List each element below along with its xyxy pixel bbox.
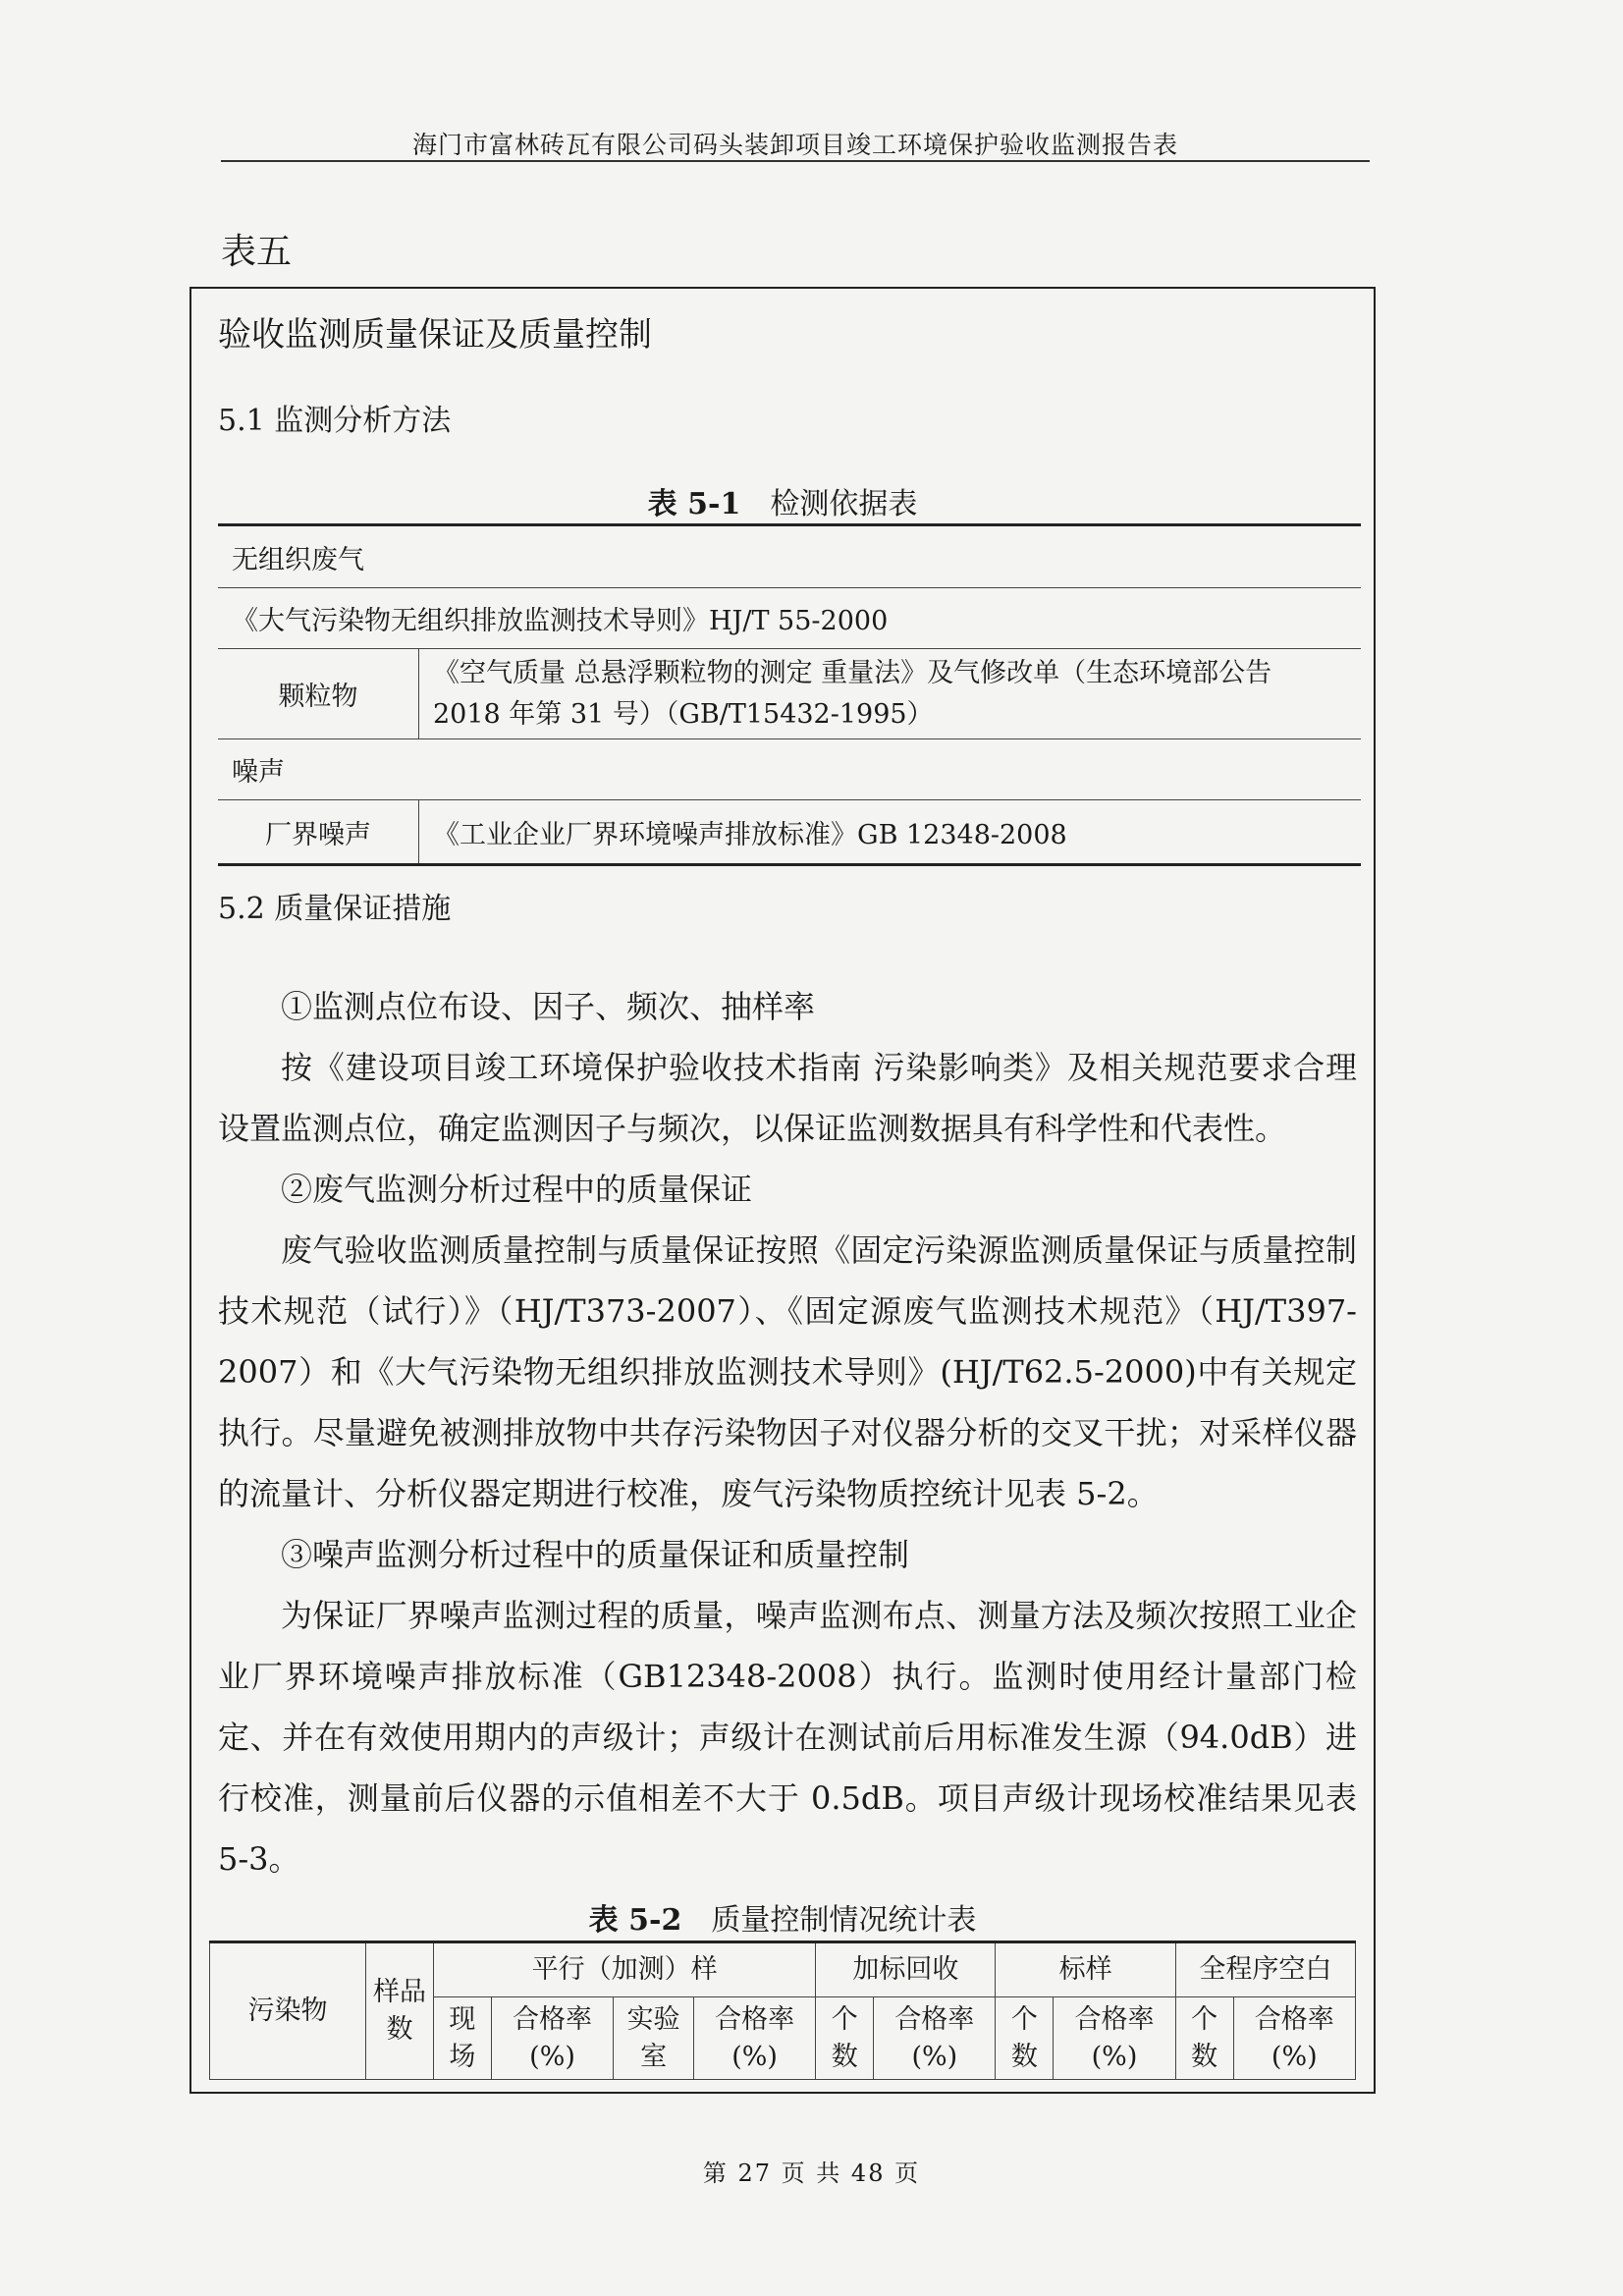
- category-cell: 无组织废气: [218, 525, 1361, 588]
- table-row: [218, 649, 1361, 739]
- item-standard-cell: 《工业企业厂界环境噪声排放标准》GB 12348-2008: [419, 800, 1362, 865]
- header-standard-sample: 标样: [996, 1942, 1175, 1997]
- header-field: 现场: [434, 1997, 492, 2080]
- header-count: 个数: [1175, 1997, 1233, 2080]
- header-pass-rate: 合格率(%): [1233, 1997, 1355, 2080]
- heading-5-1: 5.1 监测分析方法: [218, 404, 452, 438]
- header-pass-rate: 合格率(%): [693, 1997, 815, 2080]
- table-header-row: [210, 1942, 1356, 1997]
- paragraph-2-body: 废气验收监测质量控制与质量保证按照《固定污染源监测质量保证与质量控制技术规范（试行）》（HJ/T373-2007）、《固定源废气监测技术规范》（HJ/T397-2007）和《大气污染物无组织排放监测技术导则》(HJ/T62.5-2000)中有关规定执行。尽量避免被测排放物中共存污染物因子对仪器分析的交叉干扰；对采样仪器的流量计、分析仪器定期进行校准，废气污染物质控统计见表 5-2。: [218, 1231, 1357, 1512]
- header-parallel: 平行（加测）样: [434, 1942, 816, 1997]
- section-title: 验收监测质量保证及质量控制: [218, 315, 652, 355]
- caption-title: 检测依据表: [770, 487, 918, 521]
- header-count: 个数: [816, 1997, 874, 2080]
- paragraph-3-title: ③噪声监测分析过程中的质量保证和质量控制: [281, 1536, 910, 1573]
- caption-number: 表 5-2: [588, 1903, 682, 1938]
- paragraph-3-body: 为保证厂界噪声监测过程的质量，噪声监测布点、测量方法及频次按照工业企业厂界环境噪声排放标准（GB12348-2008）执行。监测时使用经计量部门检定、并在有效使用期内的声级计；声级计在测试前后用标准发生源（94.0dB）进行校准，测量前后仪器的示值相差不大于 0.5dB。项目声级计现场校准结果见表 5-3。: [218, 1597, 1357, 1878]
- report-header-title: 海门市富林砖瓦有限公司码头装卸项目竣工环境保护验收监测报告表: [411, 131, 1178, 159]
- table-row: [218, 588, 1361, 649]
- heading-5-2: 5.2 质量保证措施: [218, 892, 452, 926]
- caption-title: 质量控制情况统计表: [711, 1903, 977, 1938]
- quality-control-table: [209, 1941, 1356, 2080]
- header-rule: [221, 160, 1370, 162]
- item-label-cell: 颗粒物: [218, 649, 419, 739]
- table-row: [218, 739, 1361, 800]
- header-pollutant: 污染物: [210, 1942, 366, 2080]
- category-cell: 噪声: [218, 739, 1361, 800]
- header-sample-count: 样品数: [366, 1942, 434, 2080]
- table-label: 表五: [221, 232, 293, 272]
- table-5-2-caption: [189, 1895, 1376, 1939]
- header-lab: 实验室: [614, 1997, 694, 2080]
- page-number-footer: 第 27 页 共 48 页: [702, 2159, 921, 2187]
- header-count: 个数: [996, 1997, 1054, 2080]
- header-pass-rate: 合格率(%): [491, 1997, 613, 2080]
- item-label-cell: 厂界噪声: [218, 800, 419, 865]
- paragraph-1-body: 按《建设项目竣工环境保护验收技术指南 污染影响类》及相关规范要求合理设置监测点位，确定监测因子与频次，以保证监测数据具有科学性和代表性。: [218, 1049, 1357, 1147]
- table-5-1-caption: [189, 479, 1376, 522]
- table-row: [218, 525, 1361, 588]
- standard-cell: 《大气污染物无组织排放监测技术导则》HJ/T 55-2000: [218, 588, 1361, 649]
- item-standard-cell: 《空气质量 总悬浮颗粒物的测定 重量法》及气修改单（生态环境部公告 2018 年第 31 号）（GB/T15432-1995）: [419, 649, 1362, 739]
- paragraph-1-title: ①监测点位布设、因子、频次、抽样率: [281, 988, 816, 1025]
- header-spike-recovery: 加标回收: [816, 1942, 996, 1997]
- monitoring-basis-table: [218, 523, 1361, 866]
- caption-number: 表 5-1: [647, 487, 741, 521]
- table-row: [218, 800, 1361, 865]
- header-blank: 全程序空白: [1175, 1942, 1355, 1997]
- header-pass-rate: 合格率(%): [1054, 1997, 1175, 2080]
- paragraph-2-title: ②废气监测分析过程中的质量保证: [281, 1171, 753, 1208]
- header-pass-rate: 合格率(%): [874, 1997, 996, 2080]
